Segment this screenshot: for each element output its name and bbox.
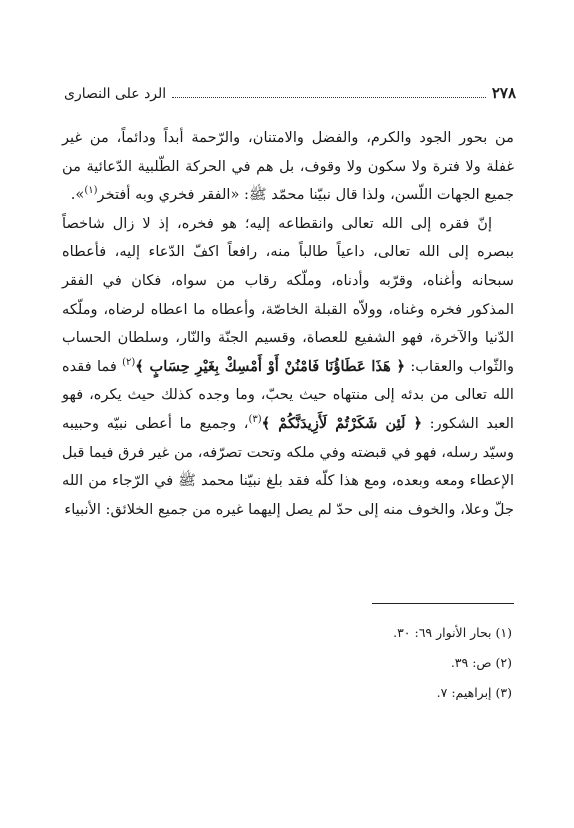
footnote-item: (٣) إبراهيم: ٧. [436, 685, 512, 700]
paragraph-text: من بحور الجود والكرم، والفضل والامتنان، والرّحمة أبداً ودائماً، من غير غفلة ولا فترة ولا سكون ولا وقوف، بل هم في الحركة الطّلبية الدّعائية من جميع الجهات اللّسن، ولذا قال نبيّنا محمّد ﷺ: «الفقر فخري وبه أفتخر [62, 129, 514, 204]
footnotes [62, 618, 512, 708]
paragraph-text: ». [70, 186, 85, 204]
paragraph-text: إنّ فقره إلى الله تعالى وانقطاعه إليه؛ هو فخره، إذ لا زال شاخصاً ببصره إلى الله تعالى، داعياً طالباً منه، رافعاً اكفّ الدّعاء إليه، فأعطاه سبحانه وأغناه، وقرّبه وأدناه، وملّكه رقاب من سواه، فكان في الفقر المذكور فخره وغناه، وولاّه القبلة الخاصّة، وأعطاه ما اعطاه لرضاه، وملّكه الدّنيا والآخرة، فهو الشفيع للعصاة، وقسيم الجنّة والنّار، وسلطان الحساب والثّواب والعقاب: [62, 214, 514, 375]
footnote-item: (٢) ص: ٣٩. [450, 655, 512, 670]
footnote-separator [372, 603, 514, 604]
page-number: ٢٧٨ [491, 84, 516, 102]
page-header [64, 78, 516, 102]
paragraph-text: فما فقده الله تعالى من بدئه إلى منتهاه حيث يحبّ، وما وجده كذلك حيث يكره، فهو العبد الشكور: [62, 357, 514, 432]
header-dotted-leader [172, 96, 486, 98]
footnote-reference: (٢) [122, 356, 136, 368]
footnote-item: (١) بحار الأنوار ٦٩: ٣٠. [393, 625, 512, 640]
main-text [62, 124, 514, 524]
quran-quote: ﴿ لَئِن شَكَرْتُمْ لَأَزِيدَنَّكُمْ ﴾ [261, 414, 423, 432]
quran-quote: ﴿ هَذَا عَطَاؤُنَا فَامْنُنْ أَوْ أَمْسِكْ بِغَيْرِ حِسَابٍ ﴾ [135, 357, 406, 375]
paragraph-1 [62, 124, 514, 210]
paragraph-text: ، وجميع ما أعطى نبيّه وحبيبه وسيّد رسله، فهو في قبضته وفي ملكه وتحت تصرّفه، من غير فرق فيما قبل الإعطاء ومعه وبعده، ومع هذا كلّه فقد بلغ نبيّنا محمد ﷺ في الرّجاء من الله جلّ وعلا، والخوف منه إلى حدّ لم يصل إليهما غيره من جميع الخلائق: الأنبياء [62, 414, 514, 518]
footnote-reference: (١) [84, 185, 98, 197]
footnote-reference: (٣) [248, 414, 262, 426]
paragraph-2 [62, 210, 514, 525]
running-title: الرد على النصارى [64, 86, 167, 102]
